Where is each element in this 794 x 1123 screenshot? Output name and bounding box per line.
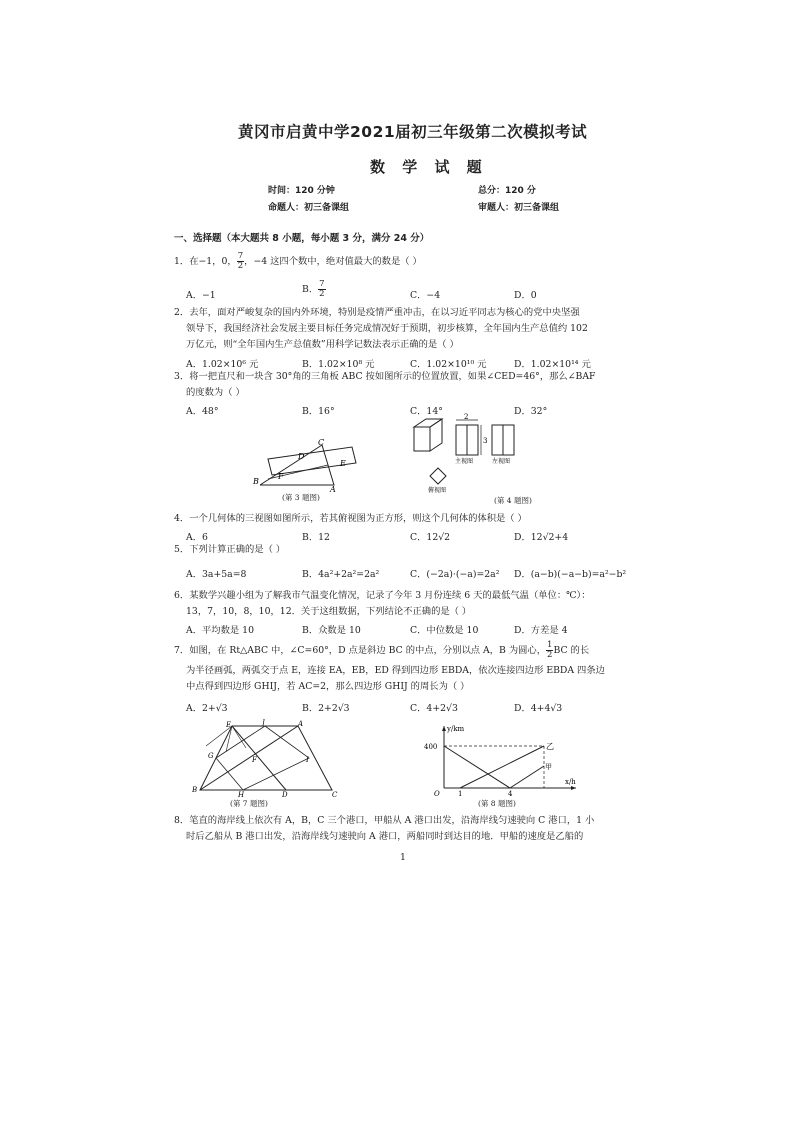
top-view-label: 俯视图: [428, 487, 447, 493]
series-yi-line: [460, 746, 544, 788]
question-7-line-3: 中点得到四边形 GHIJ，若 AC=2，那么四边形 GHIJ 的周长为（ ）: [186, 681, 470, 692]
label-f: F: [278, 472, 284, 481]
question-6-option-d: D．方差是 4: [514, 625, 568, 636]
question-8-line-2: 时后乙船从 B 港口出发，沿海岸线匀速驶向 A 港口，两船同时到达目的地．甲船的速度是乙船的: [186, 831, 584, 842]
question-7-option-a: A．2+√3: [186, 703, 228, 714]
question-5-option-d: D．(a−b)(−a−b)=a²−b²: [514, 569, 627, 580]
label-h: H: [238, 791, 245, 798]
label-g: G: [208, 752, 214, 760]
exam-time: 时间：120 分钟: [268, 186, 335, 196]
question-2-option-a: A．1.02×10⁶ 元: [186, 359, 259, 370]
question-4-stem: 4．一个几何体的三视图如图所示，若其俯视图为正方形，则这个几何体的体积是（ ）: [174, 513, 527, 524]
question-2-line-1: 2．去年，面对严峻复杂的国内外环境，特别是疫情严重冲击，在以习近平同志为核心的党中央坚强: [174, 307, 580, 318]
fraction-numerator: 1: [547, 640, 553, 650]
label-i: I: [306, 756, 309, 764]
fraction-denominator: 2: [547, 650, 553, 660]
x-tick-1: 1: [458, 790, 463, 798]
y-tick-400: 400: [424, 743, 438, 751]
question-7-line-1-b: BC 的长: [553, 645, 590, 656]
question-3-option-d: D．32°: [514, 406, 548, 417]
x-axis-arrow: [571, 786, 576, 790]
question-6-option-b: B．众数是 10: [302, 625, 361, 636]
question-7-option-d: D．4+4√3: [514, 703, 563, 714]
exam-total-score: 总分：120 分: [478, 186, 536, 196]
series-jia-label: 甲: [545, 763, 552, 771]
question-3-line-1: 3．将一把直尺和一块含 30°角的三角板 ABC 按如图所示的位置放置，如果∠CED=46°，那么∠BAF: [174, 371, 596, 382]
question-1-option-d: D．0: [514, 290, 537, 301]
question-7-option-b: B．2+2√3: [302, 703, 350, 714]
question-3-line-2: 的度数为（ ）: [186, 387, 245, 398]
label-d: D: [298, 452, 305, 461]
label-d: D: [282, 791, 288, 798]
series-yi-label: 乙: [546, 742, 554, 751]
cube-top-face: [414, 419, 442, 427]
question-7-line-1-a: 7．如图，在 Rt△ABC 中，∠C=60°，D 点是斜边 BC 的中点，分别以点 A，B 为圆心，: [174, 645, 547, 656]
question-6-line-1: 6．某数学兴趣小组为了解我市气温变化情况，记录了今年 3 月份连续 6 天的最低气温（单位：℃）：: [174, 590, 591, 601]
y-axis-arrow: [442, 726, 446, 731]
figure-8: [424, 722, 584, 798]
question-5-option-c: C．(−2a)·(−a)=2a²: [410, 569, 500, 580]
question-2-line-2: 领导下，我国经济社会发展主要目标任务完成情况好于预期，初步核算，全年国内生产总值约 102: [186, 323, 588, 334]
question-4-option-a: A．6: [186, 532, 208, 543]
figure-8-caption: (第 8 题图): [478, 799, 516, 808]
dimension-height-label: 3: [483, 437, 488, 445]
question-2-option-d: D．1.02×10¹⁴ 元: [514, 359, 591, 370]
question-1-stem-b: ，−4 这四个数中，绝对值最大的数是（ ）: [244, 256, 422, 267]
question-2-line-3: 万亿元，则“全年国内生产总值数”用科学记数法表示正确的是（ ）: [186, 339, 459, 350]
left-view-label: 左视图: [492, 458, 511, 465]
question-7-line-2: 为半径画弧，两弧交于点 E，连接 EA，EB，ED 得到四边形 EBDA，依次连接四边形 EBDA 四条边: [186, 665, 605, 676]
exam-reviewer: 审题人：初三备课组: [478, 203, 560, 213]
fraction-denominator: 2: [319, 289, 325, 299]
question-1-option-c: C．−4: [410, 290, 441, 301]
label-b: B: [192, 786, 198, 794]
front-view-label: 主视图: [455, 458, 474, 465]
question-3-option-c: C．14°: [410, 406, 443, 417]
question-1-stem: [174, 252, 422, 271]
question-4-option-d: D．12√2+4: [514, 532, 569, 543]
figure-7: [186, 718, 338, 798]
question-5-option-a: A．3a+5a=8: [186, 569, 247, 580]
question-4-option-b: B．12: [302, 532, 330, 543]
question-6-option-c: C．中位数是 10: [410, 625, 479, 636]
question-2-option-b: B．1.02×10⁸ 元: [302, 359, 375, 370]
question-5-option-b: B．4a²+2a²=2a²: [302, 569, 380, 580]
dimension-width-label: 2: [464, 413, 469, 421]
question-6-line-2: 13，7，10，8，10，12．关于这组数据，下列结论不正确的是（ ）: [186, 606, 472, 617]
label-a: A: [298, 720, 304, 728]
page-number: 1: [400, 852, 406, 863]
exam-author: 命题人：初三备课组: [268, 203, 350, 213]
question-7-line-1: [174, 641, 589, 660]
cube-side-face: [430, 419, 442, 451]
label-f: F: [252, 756, 257, 764]
origin-label: O: [434, 790, 440, 798]
label-b: B: [253, 477, 259, 486]
question-1-option-b: [302, 280, 326, 299]
figure-4: [408, 413, 526, 493]
figure-7-caption: (第 7 题图): [230, 799, 268, 808]
label-c: C: [318, 438, 325, 447]
label-e: E: [340, 459, 346, 468]
question-8-line-1: 8．笔直的海岸线上依次有 A，B，C 三个港口，甲船从 A 港口出发，沿海岸线匀速驶向 C 港口，1 小: [174, 815, 595, 826]
arc-hint-2: [232, 726, 246, 748]
exam-title: 黄冈市启黄中学2021届初三年级第二次模拟考试: [238, 123, 588, 141]
fraction-numerator: 7: [319, 279, 325, 289]
label-j: J: [262, 719, 265, 727]
y-axis-label: y/km: [447, 725, 465, 733]
fraction-numerator: 7: [237, 251, 244, 261]
section-heading: 一、选择题（本大题共 8 小题，每小题 3 分，满分 24 分）: [174, 233, 430, 244]
x-tick-4: 4: [508, 790, 513, 798]
question-7-option-c: C．4+2√3: [410, 703, 458, 714]
figure-3-caption: (第 3 题图): [282, 493, 320, 502]
question-4-option-c: C．12√2: [410, 532, 451, 543]
question-6-option-a: A．平均数是 10: [186, 625, 254, 636]
question-3-option-a: A．48°: [186, 406, 219, 417]
figure-4-caption: (第 4 题图): [494, 496, 532, 505]
x-axis-label: x/h: [565, 778, 576, 786]
series-jia-line: [444, 746, 510, 788]
label-a: A: [330, 485, 336, 494]
question-5-stem: 5．下列计算正确的是（ ）: [174, 544, 286, 555]
question-1-option-a: A．−1: [186, 290, 216, 301]
label-c: C: [332, 791, 338, 798]
cube-front-face: [414, 427, 430, 451]
fraction: [318, 280, 325, 299]
series-jia-return: [510, 766, 544, 788]
top-view-diamond: [430, 468, 446, 484]
exam-subject: 数 学 试 题: [370, 158, 488, 176]
line-ef: [268, 465, 328, 479]
question-1-stem-a: 1．在−1，0，: [174, 256, 237, 267]
fraction-denominator: 2: [237, 261, 244, 271]
label-e: E: [226, 721, 232, 729]
option-label: B．: [302, 284, 319, 295]
question-3-option-b: B．16°: [302, 406, 335, 417]
question-2-option-c: C．1.02×10¹⁰ 元: [410, 359, 487, 370]
diagonal-ba: [200, 726, 298, 790]
